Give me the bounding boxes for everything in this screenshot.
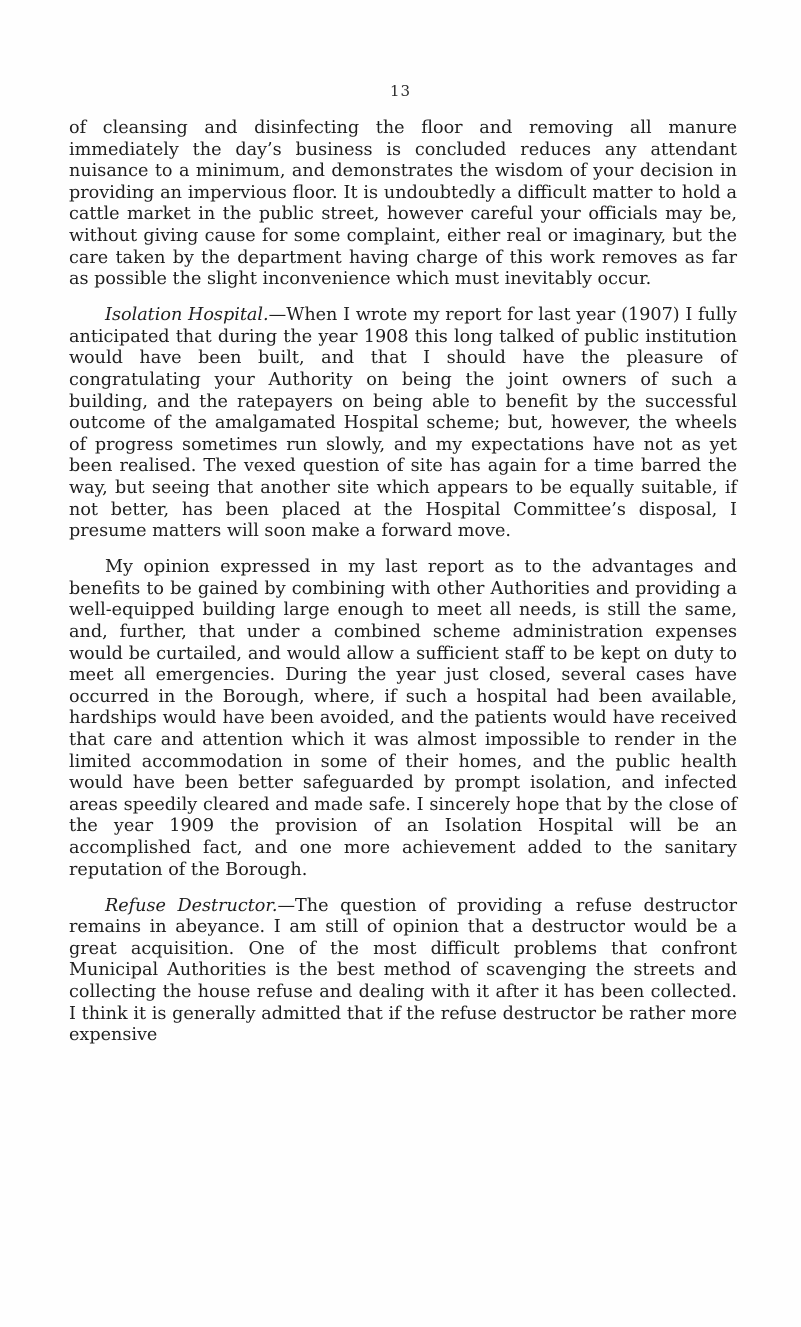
paragraph-text: —When I wrote my report for last year (1907) I fully anticipated that during the year 1908 this long talked of public institution would have been built, and that I should have the pleasure of congratulating your Authority on being the joint owners of such a building, and the ratepayers on being able to benefit by the successful outcome of the amalgamated Hospital scheme; but, however, the wheels of progress sometimes run slowly, and my expectations have not as yet been realised. The vexed question of site has again for a time barred the way, but seeing that another site which appears to be equally suitable, if not better, has been placed at the Hospital Committee’s disposal, I presume matters will soon make a forward move. [69, 305, 737, 542]
paragraph-refuse-destructor [69, 896, 737, 1047]
paragraph-combined-scheme [69, 557, 737, 881]
section-heading-isolation-hospital: Isolation Hospital. [105, 305, 269, 326]
paragraph-text: —The question of providing a refuse destructor remains in abeyance. I am still of opinion that a destructor would be a great acquisition. One of the most difficult problems that confront Municipal Authorities is the best method of scavenging the streets and collecting the house refuse and dealing with it after it has been collected. I think it is generally admitted that if the refuse destructor be rather more expensive [69, 895, 737, 1046]
paragraph-isolation-hospital [69, 305, 737, 543]
section-heading-refuse-destructor: Refuse Destructor. [105, 895, 278, 916]
paragraph-cattle-market [69, 118, 737, 291]
paragraph-text: My opinion expressed in my last report as to the advantages and benefits to be gained by combining with other Authorities and providing a well-equipped building large enough to meet all needs, is still the same, and, further, that under a combined scheme administration expenses would be curtailed, and would allow a sufficient staff to be kept on duty to meet all emergencies. During the year just closed, several cases have occurred in the Borough, where, if such a hospital had been available, hardships would have been avoided, and the patients would have received that care and attention which it was almost impossible to render in the limited accommodation in some of their homes, and the public health would have been better safeguarded by prompt isolation, and infected areas speedily cleared and made safe. I sincerely hope that by the close of the year 1909 the provision of an Isolation Hospital will be an accomplished fact, and one more achievement added to the sanitary reputation of the Borough. [69, 557, 737, 880]
paragraph-text: of cleansing and disinfecting the floor and removing all manure immediately the day’s business is concluded reduces any attendant nuisance to a minimum, and demonstrates the wisdom of your decision in providing an impervious floor. It is undoubtedly a difficult matter to hold a cattle market in the public street, however careful your officials may be, without giving cause for some complaint, either real or imaginary, but the care taken by the department having charge of this work removes as far as possible the slight inconvenience which must inevitably occur. [69, 118, 737, 290]
body-text [69, 118, 737, 1047]
page-number: 13 [389, 82, 412, 100]
